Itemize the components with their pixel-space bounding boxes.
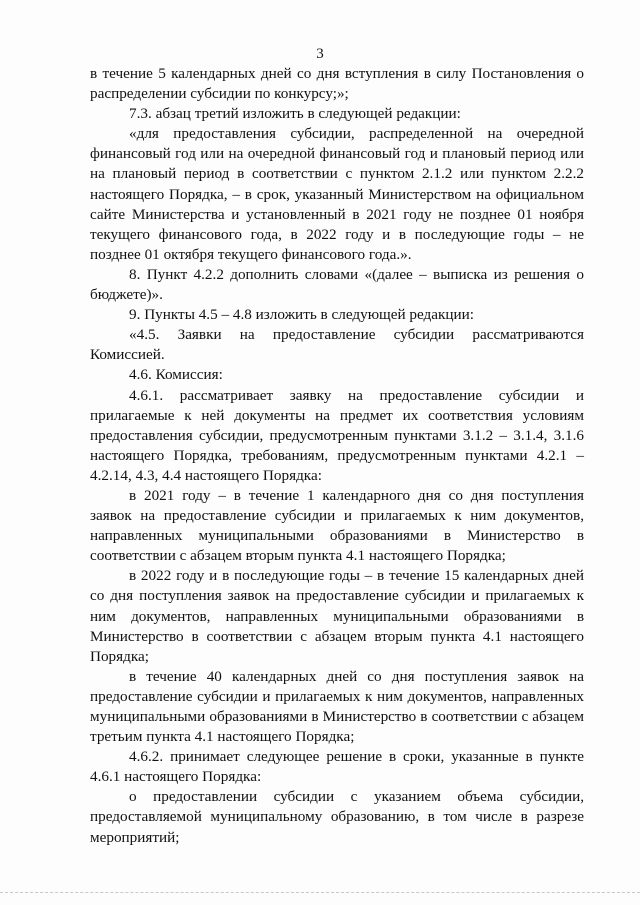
paragraph: в течение 5 календарных дней со дня вступления в силу Постановления о распределении субсидии по конкурсу;»;	[90, 65, 584, 103]
paragraph: в течение 40 календарных дней со дня поступления заявок на предоставление субсидии и прилагаемых к ним документов, направленных муниципальными образованиями в Министерство в соответствии с абзацем третьим пункта 4.1 настоящего Порядка;	[90, 667, 584, 746]
paragraph: в 2022 году и в последующие годы – в течение 15 календарных дней со дня поступления заявок на предоставление субсидии и прилагаемых к ним документов, направленных муниципальными образованиями в Министерство в соответствии с абзацем вторым пункта 4.1 настоящего Порядка;	[90, 567, 584, 665]
paragraph: в 2021 году – в течение 1 календарного дня со дня поступления заявок на предоставление субсидии и прилагаемых к ним документов, направленных муниципальными образованиями в Министерство в соответствии с абзацем вторым пункта 4.1 настоящего Порядка;	[90, 486, 584, 565]
paragraph: «для предоставления субсидии, распределенной на очередной финансовый год или на очередной финансовый год и плановый период или на плановый период в соответствии с пунктом 2.1.2 или пунктом 2.2.2 настоящего Порядка, – в срок, указанный Министерством на официальном сайте Министерства и установленный в 2021 году не позднее 01 ноября текущего финансового года, в 2022 году и в последующие годы – не позднее 01 октября текущего финансового года.».	[90, 125, 584, 263]
paragraph: о предоставлении субсидии с указанием объема субсидии, предоставляемой муниципальному образованию, в том числе в разрезе мероприятий;	[90, 788, 584, 846]
paragraph: 4.6. Комиссия:	[129, 366, 223, 384]
paragraph: 8. Пункт 4.2.2 дополнить словами «(далее – выписка из решения о бюджете)».	[90, 265, 584, 304]
paragraph: «4.5. Заявки на предоставление субсидии рассматриваются Комиссией.	[90, 326, 584, 364]
scan-edge-divider	[0, 892, 640, 893]
paragraph: 9. Пункты 4.5 – 4.8 изложить в следующей редакции:	[129, 306, 474, 324]
paragraph: 4.6.1. рассматривает заявку на предоставление субсидии и прилагаемые к ней документы на предмет их соответствия условиям предоставления субсидии, предусмотренным пунктами 3.1.2 – 3.1.4, 3.1.6 настоящего Порядка, требованиям, предусмотренным пунктами 4.2.1 – 4.2.14, 4.3, 4.4 настоящего Порядка:	[90, 386, 584, 484]
page-number: 3	[316, 46, 324, 62]
paragraph: 4.6.2. принимает следующее решение в сроки, указанные в пункте 4.6.1 настоящего Порядка:	[90, 748, 584, 786]
paragraph: 7.3. абзац третий изложить в следующей редакции:	[129, 105, 461, 123]
document-body	[90, 64, 584, 848]
